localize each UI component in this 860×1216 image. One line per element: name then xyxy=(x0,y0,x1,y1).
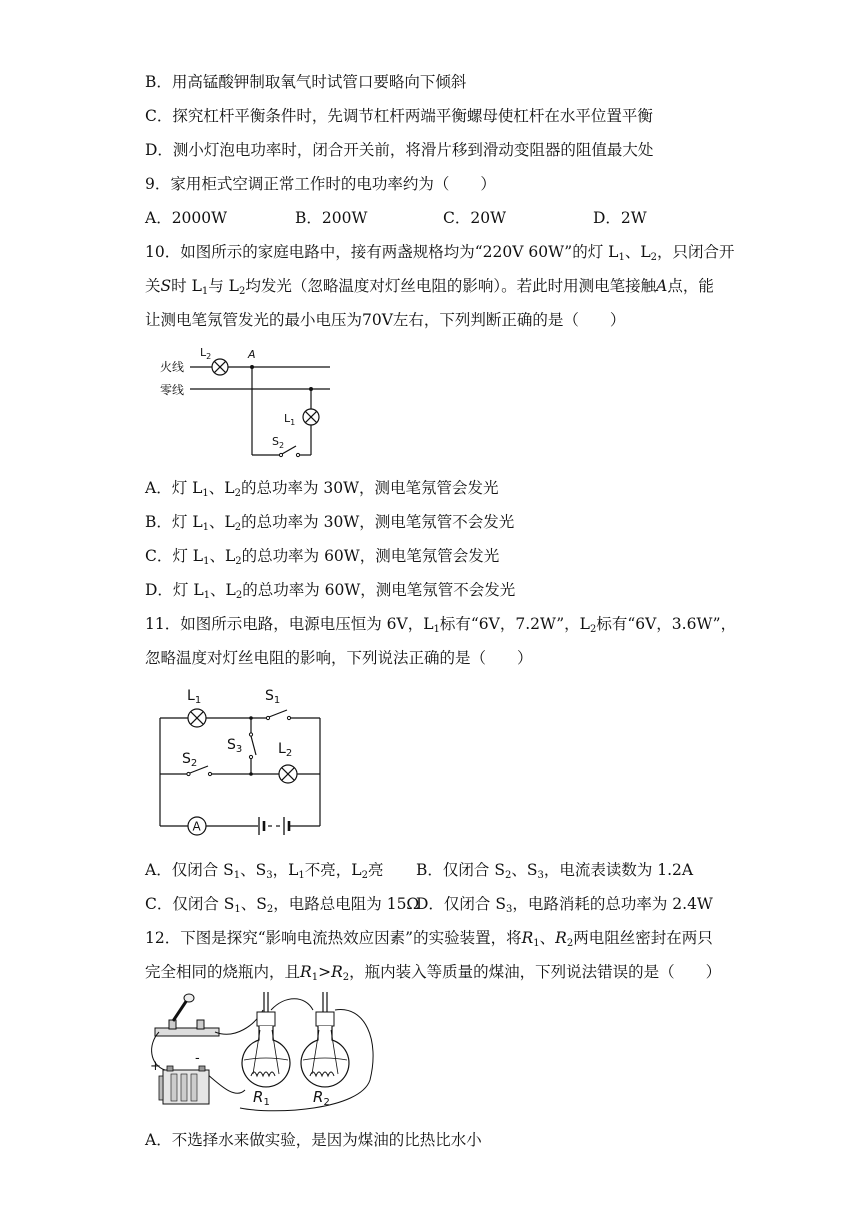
battery-minus-label: - xyxy=(195,1051,200,1066)
q11-stem-line2: 忽略温度对灯丝电阻的影响，下列说法正确的是（ ） xyxy=(145,649,533,667)
q10-stem-line2: 关S时 $L_1$与 $L_2$均发光（忽略温度对灯丝电阻的影响）。若此时用测电笔接触A点，能 xyxy=(145,277,714,297)
q12-heating-experiment-diagram xyxy=(145,990,380,1115)
q10-option-a: A．灯 $L_1$、$L_2$的总功率为 30W，测电笔氖管会发光 xyxy=(145,479,499,499)
q10-option-b: B．灯 $L_1$、$L_2$的总功率为 30W，测电笔氖管不会发光 xyxy=(145,513,515,533)
q9-option-c: C．20W xyxy=(443,209,507,227)
q12-option-a: A．不选择水来做实验，是因为煤油的比热比水小 xyxy=(145,1131,482,1149)
q9-option-a: A．2000W xyxy=(145,209,228,227)
live-wire-label: 火线 xyxy=(160,360,185,374)
q10-household-circuit-diagram xyxy=(160,345,335,460)
q10-option-c: C．灯 $L_1$、$L_2$的总功率为 60W，测电笔氖管会发光 xyxy=(145,547,500,567)
battery-icon xyxy=(259,817,289,835)
switch-s1-icon xyxy=(269,710,287,717)
q11-option-c: C．仅闭合 $S_1$、$S_2$，电路总电阻为 15Ω xyxy=(145,895,420,915)
resistor-r2-label: $R_2$ xyxy=(313,1088,330,1108)
q11-option-d: D．仅闭合 $S_3$，电路消耗的总功率为 2.4W xyxy=(416,895,713,915)
q11-stem-line1: 11．如图所示电路，电源电压恒为 6V，$L_1$标有“6V，7.2W”，$L_2$标有“6V，3.6W”， xyxy=(145,615,737,635)
lamp-l2-label: $L_2$ xyxy=(278,741,293,759)
q9-option-b: B．200W xyxy=(295,209,368,227)
q8-option-d: D．测小灯泡电功率时，闭合开关前，将滑片移到滑动变阻器的阻值最大处 xyxy=(145,141,654,159)
q11-options-row1 xyxy=(145,860,745,880)
q11-options-row2 xyxy=(145,894,745,914)
q9-stem: 9．家用柜式空调正常工作时的电功率约为（ ） xyxy=(145,175,496,193)
switch-s3-label: $S_3$ xyxy=(227,737,243,755)
neutral-wire-label: 零线 xyxy=(160,383,185,397)
lamp-l1-label: $L_1$ xyxy=(284,412,296,427)
q8-option-c: C．探究杠杆平衡条件时，先调节杠杆两端平衡螺母使杠杆在水平位置平衡 xyxy=(145,107,653,125)
resistor-r1-label: $R_1$ xyxy=(253,1088,270,1108)
q11-option-b: B．仅闭合 $S_2$、$S_3$，电流表读数为 1.2A xyxy=(416,861,694,881)
q11-circuit-diagram xyxy=(155,683,325,833)
q9-option-d: D．2W xyxy=(593,209,647,227)
q8-option-b: B．用高锰酸钾制取氧气时试管口要略向下倾斜 xyxy=(145,73,467,91)
knife-switch-icon xyxy=(155,994,219,1036)
q9-options xyxy=(145,208,745,228)
point-a-label: A xyxy=(248,348,256,361)
q10-stem-line1: 10．如图所示的家庭电路中，接有两盏规格均为“220V 60W”的灯 $L_1$、$L_2$，只闭合开 xyxy=(145,243,735,263)
battery-icon xyxy=(159,1066,209,1104)
switch-s2-label: $S_2$ xyxy=(272,435,285,450)
switch-s3-icon xyxy=(251,736,256,755)
flask-r1-icon xyxy=(242,992,290,1087)
lamp-l1-label: $L_1$ xyxy=(187,688,202,706)
q11-option-a: A．仅闭合 $S_1$、$S_3$，$L_1$不亮，$L_2$亮 xyxy=(145,861,384,881)
q10-option-d: D．灯 $L_1$、$L_2$的总功率为 60W，测电笔氖管不会发光 xyxy=(145,581,516,601)
q12-stem-line1: 12．下图是探究“影响电流热效应因素”的实验装置，将$R_1$、$R_2$两电阻丝密封在两只 xyxy=(145,929,713,949)
lamp-l2-label: $L_2$ xyxy=(200,346,212,361)
switch-s2-icon xyxy=(282,446,296,454)
ammeter-label: A xyxy=(192,819,201,834)
switch-s1-label: $S_1$ xyxy=(265,688,281,706)
flask-r2-icon xyxy=(301,992,349,1087)
battery-plus-label: + xyxy=(150,1059,161,1074)
q12-stem-line2: 完全相同的烧瓶内，且$R_1>R_2$，瓶内装入等质量的煤油，下列说法错误的是（ ） xyxy=(145,963,722,983)
q10-stem-line3: 让测电笔氖管发光的最小电压为70V左右，下列判断正确的是（ ） xyxy=(145,311,626,329)
switch-s2-label: $S_2$ xyxy=(182,751,198,769)
